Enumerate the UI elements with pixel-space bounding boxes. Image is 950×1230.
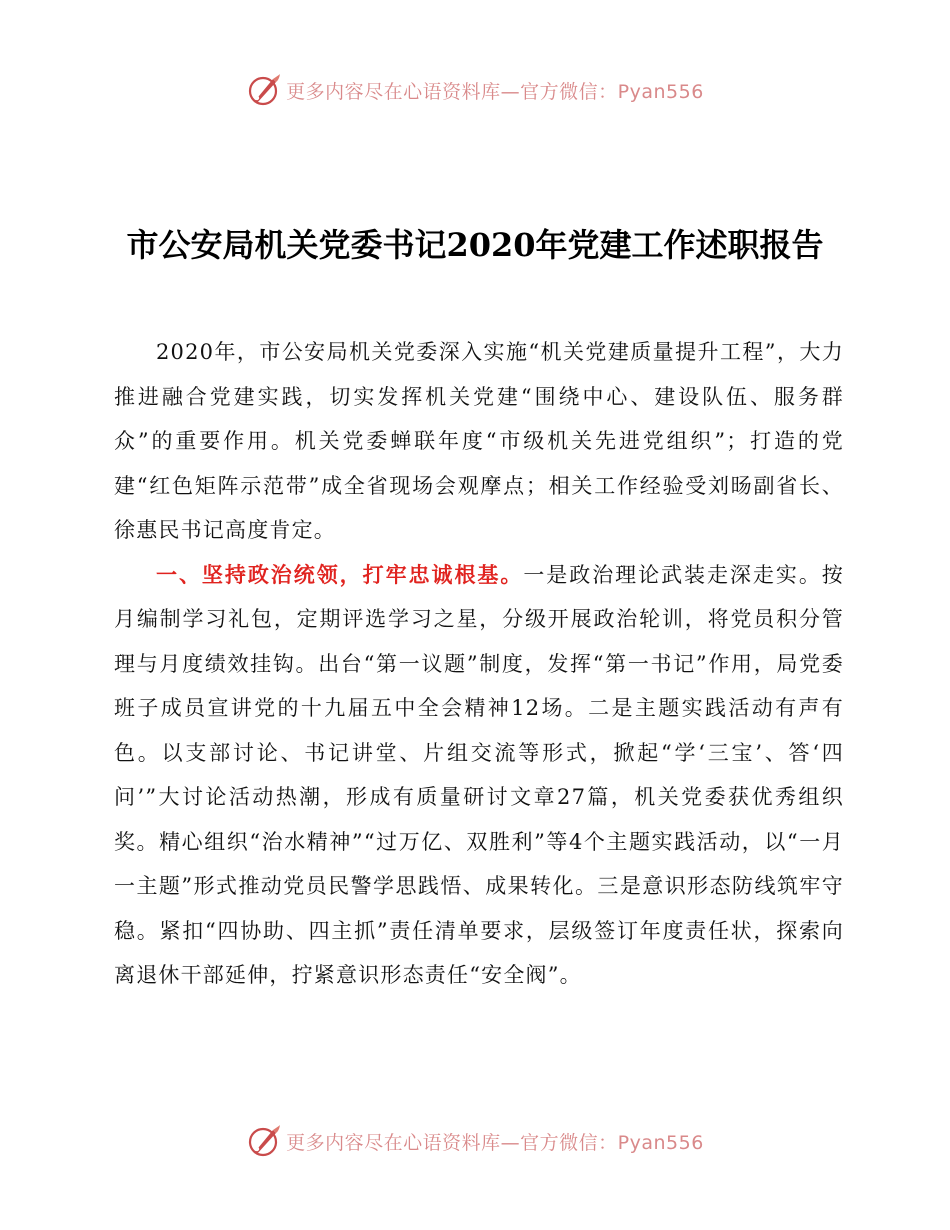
section-1-paragraph: [114, 553, 844, 998]
quill-logo-icon: [246, 72, 282, 108]
quill-logo-icon: [246, 1123, 282, 1159]
header-watermark-text: 更多内容尽在心语资料库—官方微信：Pyan556: [286, 80, 704, 103]
intro-paragraph: 2020年，市公安局机关党委深入实施“机关党建质量提升工程”，大力推进融合党建实践，切实发挥机关党建“围绕中心、建设队伍、服务群众”的重要作用。机关党委蝉联年度“市级机关先进党组织”；打造的党建“红色矩阵示范带”成全省现场会观摩点；相关工作经验受刘旸副省长、徐惠民书记高度肯定。: [114, 340, 844, 542]
section-1-heading: 一、坚持政治统领，打牢忠诚根基。: [156, 562, 524, 587]
header-watermark: [0, 70, 950, 110]
footer-watermark-text: 更多内容尽在心语资料库—官方微信：Pyan556: [286, 1131, 704, 1154]
section-1-body: 一是政治理论武装走深走实。按月编制学习礼包，定期评选学习之星，分级开展政治轮训，将党员积分管理与月度绩效挂钩。出台“第一议题”制度，发挥“第一书记”作用，局党委班子成员宣讲党的十九届五中全会精神12场。二是主题实践活动有声有色。以支部讨论、书记讲堂、片组交流等形式，掀起“学‘三宝’、答‘四问’”大讨论活动热潮，形成有质量研讨文章27篇，机关党委获优秀组织奖。精心组织“治水精神”“过万亿、双胜利”等4个主题实践活动，以“一月一主题”形式推动党员民警学思践悟、成果转化。三是意识形态防线筑牢守稳。紧扣“四协助、四主抓”责任清单要求，层级签订年度责任状，探索向离退休干部延伸，拧紧意识形态责任“安全阀”。: [114, 562, 844, 987]
footer-watermark: [0, 1121, 950, 1161]
document-body: [114, 330, 844, 998]
document-title: 市公安局机关党委书记2020年党建工作述职报告: [126, 226, 824, 264]
